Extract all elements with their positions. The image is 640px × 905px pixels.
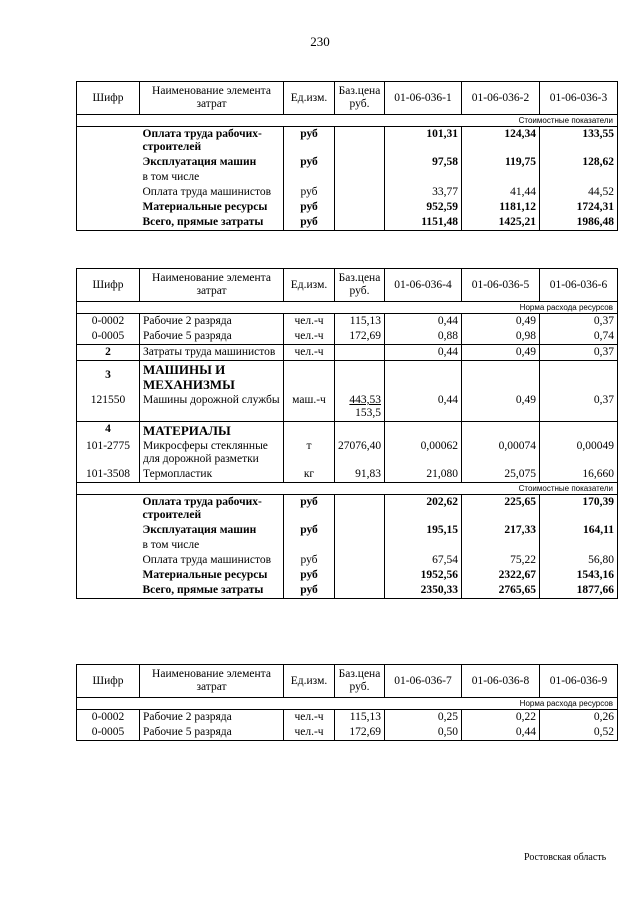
row-name: Материальные ресурсы bbox=[140, 568, 284, 583]
row-name: Рабочие 2 разряда bbox=[140, 710, 284, 726]
row-code: 0-0005 bbox=[77, 725, 140, 741]
row-price: 115,13 bbox=[335, 710, 385, 726]
row-name: Оплата труда рабочих-строителей bbox=[140, 127, 284, 156]
row-value: 0,37 bbox=[540, 393, 618, 422]
table-row bbox=[77, 170, 618, 185]
row-code: 0-0005 bbox=[77, 329, 140, 345]
row-code: 2 bbox=[77, 345, 140, 361]
row-code: 101-3508 bbox=[77, 467, 140, 483]
row-name: Микросферы стеклянные для дорожной разметки bbox=[140, 439, 284, 467]
row-value: 41,44 bbox=[462, 185, 540, 200]
row-name: Рабочие 5 разряда bbox=[140, 725, 284, 741]
row-code: 4 bbox=[77, 422, 140, 440]
col-norm-header: 01-06-036-6 bbox=[540, 269, 618, 302]
col-norm-header: 01-06-036-3 bbox=[540, 82, 618, 115]
table-row bbox=[77, 155, 618, 170]
table-row bbox=[77, 495, 618, 524]
row-value: 217,33 bbox=[462, 523, 540, 538]
row-value: 1425,21 bbox=[462, 215, 540, 231]
section-heading: МАШИНЫ И МЕХАНИЗМЫ bbox=[140, 361, 284, 394]
row-name: Всего, прямые затраты bbox=[140, 583, 284, 599]
table-row bbox=[77, 725, 618, 741]
row-value: 0,37 bbox=[540, 314, 618, 330]
row-value: 0,52 bbox=[540, 725, 618, 741]
table-row bbox=[77, 523, 618, 538]
col-price-header: Баз.цена руб. bbox=[335, 269, 385, 302]
row-price: 172,69 bbox=[335, 725, 385, 741]
row-unit: руб bbox=[284, 155, 335, 170]
row-value: 170,39 bbox=[540, 495, 618, 524]
row-value: 2350,33 bbox=[385, 583, 462, 599]
table-row bbox=[77, 439, 618, 467]
row-value: 0,50 bbox=[385, 725, 462, 741]
row-value: 56,80 bbox=[540, 553, 618, 568]
table-row bbox=[77, 345, 618, 361]
col-code-header: Шифр bbox=[77, 665, 140, 698]
row-name: Эксплуатация машин bbox=[140, 155, 284, 170]
row-value: 33,77 bbox=[385, 185, 462, 200]
row-price: 115,13 bbox=[335, 314, 385, 330]
row-value: 1151,48 bbox=[385, 215, 462, 231]
table-row bbox=[77, 361, 618, 394]
row-value: 0,44 bbox=[385, 393, 462, 422]
row-code: 3 bbox=[77, 361, 140, 394]
table-row bbox=[77, 314, 618, 330]
row-value: 0,44 bbox=[385, 314, 462, 330]
row-value: 0,49 bbox=[462, 393, 540, 422]
col-unit-header: Ед.изм. bbox=[284, 665, 335, 698]
col-name-header: Наименование элемента затрат bbox=[140, 269, 284, 302]
row-value: 225,65 bbox=[462, 495, 540, 524]
row-value: 1877,66 bbox=[540, 583, 618, 599]
col-norm-header: 01-06-036-7 bbox=[385, 665, 462, 698]
section-label: Стоимостные показатели bbox=[77, 115, 618, 127]
row-unit: маш.-ч bbox=[284, 393, 335, 422]
row-name: Затраты труда машинистов bbox=[140, 345, 284, 361]
row-value: 2765,65 bbox=[462, 583, 540, 599]
table-row bbox=[77, 467, 618, 483]
row-value: 21,080 bbox=[385, 467, 462, 483]
row-value: 0,44 bbox=[462, 725, 540, 741]
row-unit: руб bbox=[284, 553, 335, 568]
row-unit: чел.-ч bbox=[284, 329, 335, 345]
row-value: 97,58 bbox=[385, 155, 462, 170]
row-unit: руб bbox=[284, 185, 335, 200]
row-value: 0,44 bbox=[385, 345, 462, 361]
section-heading: МАТЕРИАЛЫ bbox=[140, 422, 284, 440]
row-code: 0-0002 bbox=[77, 710, 140, 726]
row-value: 2322,67 bbox=[462, 568, 540, 583]
row-value: 1181,12 bbox=[462, 200, 540, 215]
section-label: Норма расхода ресурсов bbox=[77, 698, 618, 710]
table-row bbox=[77, 200, 618, 215]
row-value: 1543,16 bbox=[540, 568, 618, 583]
footer-region: Ростовская область bbox=[524, 852, 607, 863]
row-name: в том числе bbox=[140, 170, 284, 185]
row-value: 0,00062 bbox=[385, 439, 462, 467]
col-price-header: Баз.цена руб. bbox=[335, 665, 385, 698]
table-row bbox=[77, 583, 618, 599]
table-row bbox=[77, 553, 618, 568]
price-primary: 443,53 bbox=[349, 394, 381, 406]
row-value: 0,00049 bbox=[540, 439, 618, 467]
row-value: 124,34 bbox=[462, 127, 540, 156]
row-value: 119,75 bbox=[462, 155, 540, 170]
row-value: 44,52 bbox=[540, 185, 618, 200]
col-unit-header: Ед.изм. bbox=[284, 82, 335, 115]
page-number: 230 bbox=[310, 34, 330, 49]
norms-table-3 bbox=[76, 664, 618, 741]
section-label: Норма расхода ресурсов bbox=[77, 302, 618, 314]
row-value: 1986,48 bbox=[540, 215, 618, 231]
row-value: 133,55 bbox=[540, 127, 618, 156]
table-row bbox=[77, 185, 618, 200]
row-value: 202,62 bbox=[385, 495, 462, 524]
row-code: 0-0002 bbox=[77, 314, 140, 330]
table-row bbox=[77, 215, 618, 231]
row-name: Эксплуатация машин bbox=[140, 523, 284, 538]
row-value: 25,075 bbox=[462, 467, 540, 483]
row-code: 121550 bbox=[77, 393, 140, 422]
row-value: 164,11 bbox=[540, 523, 618, 538]
row-value: 0,98 bbox=[462, 329, 540, 345]
row-price: 172,69 bbox=[335, 329, 385, 345]
price-secondary: 153,5 bbox=[355, 407, 381, 419]
col-name-header: Наименование элемента затрат bbox=[140, 82, 284, 115]
col-norm-header: 01-06-036-1 bbox=[385, 82, 462, 115]
col-norm-header: 01-06-036-9 bbox=[540, 665, 618, 698]
row-value: 0,22 bbox=[462, 710, 540, 726]
row-price: 91,83 bbox=[335, 467, 385, 483]
norms-table-1 bbox=[76, 81, 618, 231]
row-name: Оплата труда машинистов bbox=[140, 185, 284, 200]
row-unit: руб bbox=[284, 127, 335, 156]
row-name: Термопластик bbox=[140, 467, 284, 483]
row-value: 1952,56 bbox=[385, 568, 462, 583]
row-name: Оплата труда машинистов bbox=[140, 553, 284, 568]
table-row bbox=[77, 538, 618, 553]
row-price: 27076,40 bbox=[335, 439, 385, 467]
table-row bbox=[77, 710, 618, 726]
row-unit: чел.-ч bbox=[284, 314, 335, 330]
row-value: 0,00074 bbox=[462, 439, 540, 467]
row-name: Всего, прямые затраты bbox=[140, 215, 284, 231]
row-value: 101,31 bbox=[385, 127, 462, 156]
row-unit: кг bbox=[284, 467, 335, 483]
table-row bbox=[77, 422, 618, 440]
col-norm-header: 01-06-036-5 bbox=[462, 269, 540, 302]
row-unit: чел.-ч bbox=[284, 345, 335, 361]
row-value: 0,26 bbox=[540, 710, 618, 726]
row-name: Рабочие 2 разряда bbox=[140, 314, 284, 330]
col-code-header: Шифр bbox=[77, 269, 140, 302]
row-unit: руб bbox=[284, 200, 335, 215]
row-value: 128,62 bbox=[540, 155, 618, 170]
row-value: 0,49 bbox=[462, 345, 540, 361]
row-value: 1724,31 bbox=[540, 200, 618, 215]
col-price-header: Баз.цена руб. bbox=[335, 82, 385, 115]
col-norm-header: 01-06-036-2 bbox=[462, 82, 540, 115]
row-value: 0,37 bbox=[540, 345, 618, 361]
row-value: 0,88 bbox=[385, 329, 462, 345]
col-code-header: Шифр bbox=[77, 82, 140, 115]
row-value: 0,49 bbox=[462, 314, 540, 330]
table-row bbox=[77, 127, 618, 156]
row-unit: руб bbox=[284, 583, 335, 599]
row-code: 101-2775 bbox=[77, 439, 140, 467]
row-name: Материальные ресурсы bbox=[140, 200, 284, 215]
norms-table-2 bbox=[76, 268, 618, 599]
row-unit: руб bbox=[284, 568, 335, 583]
row-unit: чел.-ч bbox=[284, 725, 335, 741]
table-row bbox=[77, 329, 618, 345]
row-value: 67,54 bbox=[385, 553, 462, 568]
table-row bbox=[77, 393, 618, 422]
col-norm-header: 01-06-036-8 bbox=[462, 665, 540, 698]
row-value: 195,15 bbox=[385, 523, 462, 538]
row-value: 0,25 bbox=[385, 710, 462, 726]
row-unit: чел.-ч bbox=[284, 710, 335, 726]
row-value: 952,59 bbox=[385, 200, 462, 215]
section-label: Стоимостные показатели bbox=[77, 483, 618, 495]
table-row bbox=[77, 568, 618, 583]
col-unit-header: Ед.изм. bbox=[284, 269, 335, 302]
row-value: 16,660 bbox=[540, 467, 618, 483]
col-name-header: Наименование элемента затрат bbox=[140, 665, 284, 698]
col-norm-header: 01-06-036-4 bbox=[385, 269, 462, 302]
row-name: в том числе bbox=[140, 538, 284, 553]
row-name: Оплата труда рабочих-строителей bbox=[140, 495, 284, 524]
row-value: 75,22 bbox=[462, 553, 540, 568]
row-unit: т bbox=[284, 439, 335, 467]
row-value: 0,74 bbox=[540, 329, 618, 345]
row-price bbox=[335, 393, 385, 422]
row-unit: руб bbox=[284, 215, 335, 231]
row-unit: руб bbox=[284, 495, 335, 524]
row-unit: руб bbox=[284, 523, 335, 538]
row-name: Рабочие 5 разряда bbox=[140, 329, 284, 345]
row-name: Машины дорожной службы bbox=[140, 393, 284, 422]
